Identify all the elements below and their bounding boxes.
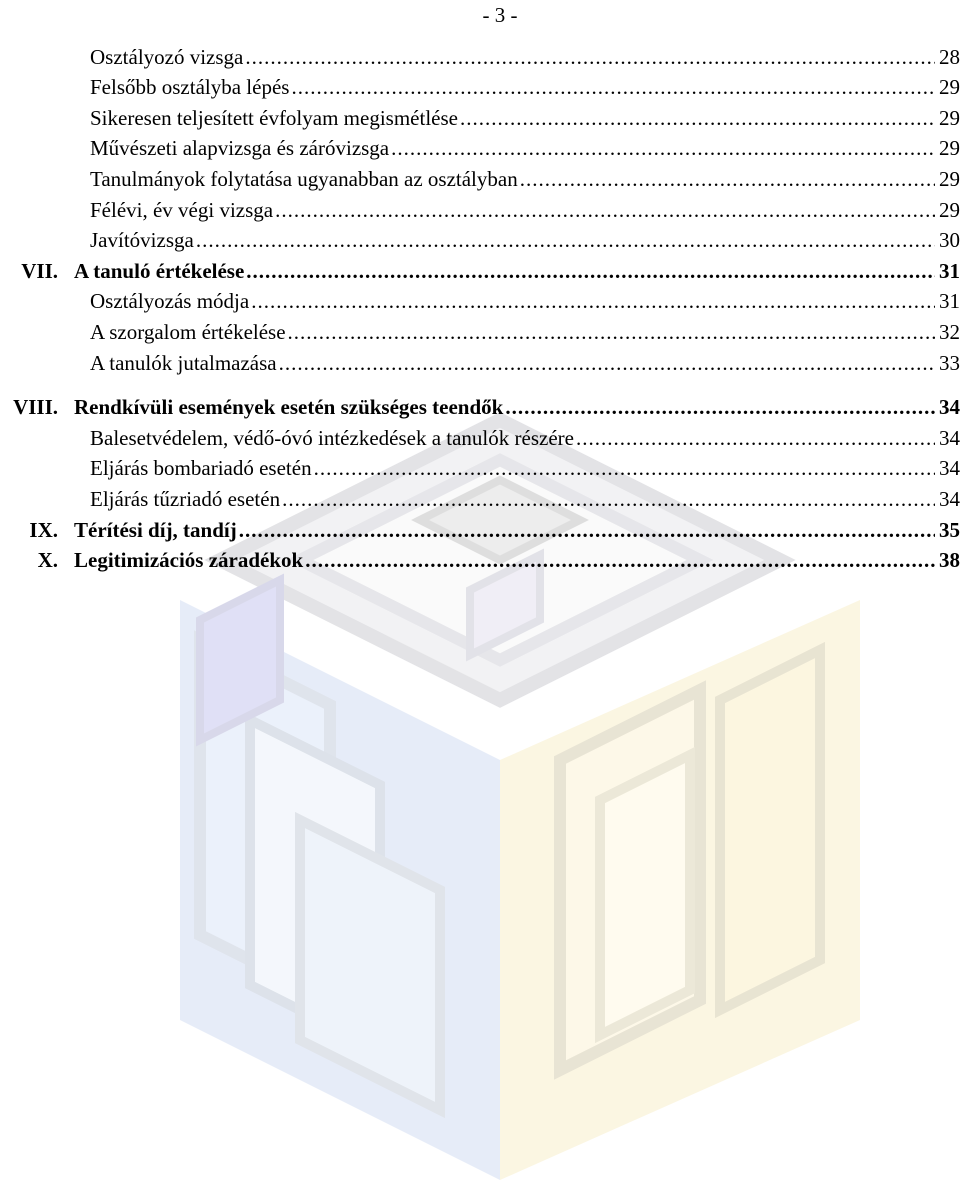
toc-dot-leader xyxy=(576,426,935,450)
toc-page-number: 29 xyxy=(939,75,960,100)
toc-chapter-number: IX. xyxy=(29,517,58,542)
toc-entry[interactable] xyxy=(0,130,960,161)
toc-entry[interactable] xyxy=(0,191,960,222)
toc-entry[interactable] xyxy=(0,283,960,314)
toc-page-number: 38 xyxy=(939,548,960,573)
toc-dot-leader xyxy=(460,106,935,130)
toc-entry-title: Javítóvizsga xyxy=(90,228,194,253)
toc-page-number: 31 xyxy=(939,289,960,314)
toc-spacer xyxy=(0,375,960,389)
toc-dot-leader xyxy=(246,259,935,283)
toc-dot-leader xyxy=(288,320,935,344)
toc-page-number: 32 xyxy=(939,319,960,344)
toc-page-number: 34 xyxy=(939,395,960,420)
toc-entry[interactable] xyxy=(0,69,960,100)
toc-entry-title: Félévi, év végi vizsga xyxy=(90,197,274,222)
toc-page-number: 34 xyxy=(939,486,960,511)
toc-entry-title: Eljárás tűzriadó esetén xyxy=(90,486,281,511)
toc-entry-title: Művészeti alapvizsga és záróvizsga xyxy=(90,136,390,161)
toc-dot-leader xyxy=(291,75,935,99)
toc-page-number: 29 xyxy=(939,105,960,130)
toc-entry-title: Rendkívüli események esetén szükséges teendők xyxy=(74,395,504,420)
toc-entry-title: Eljárás bombariadó esetén xyxy=(90,456,312,481)
toc-entry-title: Sikeresen teljesített évfolyam megismétlése xyxy=(90,105,458,130)
toc-entry[interactable] xyxy=(0,222,960,253)
toc-entry[interactable] xyxy=(0,160,960,191)
toc-entry[interactable] xyxy=(0,450,960,481)
toc-entry[interactable] xyxy=(0,419,960,450)
toc-entry[interactable] xyxy=(0,480,960,511)
toc-page-number: 29 xyxy=(939,166,960,191)
toc-chapter-number: VII. xyxy=(21,258,58,283)
table-of-contents xyxy=(0,38,960,572)
toc-dot-leader xyxy=(251,289,935,313)
toc-page-number: 28 xyxy=(939,44,960,69)
toc-entry[interactable] xyxy=(0,344,960,375)
toc-entry-title: A tanulók jutalmazása xyxy=(90,350,277,375)
toc-entry[interactable] xyxy=(0,99,960,130)
toc-entry-title: Osztályozó vizsga xyxy=(90,44,244,69)
page-number: - 3 - xyxy=(482,3,518,27)
toc-page-number: 29 xyxy=(939,197,960,222)
toc-page-number: 33 xyxy=(939,350,960,375)
toc-dot-leader xyxy=(239,518,935,542)
toc-chapter-entry[interactable] xyxy=(0,389,960,420)
toc-entry-title: Legitimizációs záradékok xyxy=(74,548,304,573)
toc-dot-leader xyxy=(282,487,935,511)
toc-page-number: 34 xyxy=(939,425,960,450)
toc-entry-title: Osztályozás módja xyxy=(90,289,250,314)
toc-chapter-entry[interactable] xyxy=(0,542,960,573)
toc-dot-leader xyxy=(305,548,935,572)
toc-dot-leader xyxy=(391,136,935,160)
toc-dot-leader xyxy=(314,456,935,480)
toc-dot-leader xyxy=(279,351,935,375)
toc-chapter-entry[interactable] xyxy=(0,511,960,542)
toc-entry-title: Balesetvédelem, védő-óvó intézkedések a tanulók részére xyxy=(90,425,574,450)
toc-entry[interactable] xyxy=(0,313,960,344)
toc-chapter-entry[interactable] xyxy=(0,252,960,283)
toc-entry-title: Tanulmányok folytatása ugyanabban az osztályban xyxy=(90,166,518,191)
toc-dot-leader xyxy=(196,228,935,252)
toc-entry-title: Felsőbb osztályba lépés xyxy=(90,75,290,100)
toc-chapter-number: VIII. xyxy=(13,395,58,420)
toc-dot-leader xyxy=(505,395,935,419)
toc-page-number: 35 xyxy=(939,517,960,542)
toc-page-number: 30 xyxy=(939,228,960,253)
toc-entry[interactable] xyxy=(0,38,960,69)
toc-dot-leader xyxy=(245,45,935,69)
toc-page-number: 29 xyxy=(939,136,960,161)
toc-page-number: 34 xyxy=(939,456,960,481)
toc-dot-leader xyxy=(520,167,935,191)
toc-dot-leader xyxy=(275,198,935,222)
toc-page-number: 31 xyxy=(939,258,960,283)
toc-entry-title: A tanuló értékelése xyxy=(74,258,245,283)
toc-entry-title: Térítési díj, tandíj xyxy=(74,517,237,542)
toc-chapter-number: X. xyxy=(37,548,58,573)
toc-entry-title: A szorgalom értékelése xyxy=(90,319,286,344)
